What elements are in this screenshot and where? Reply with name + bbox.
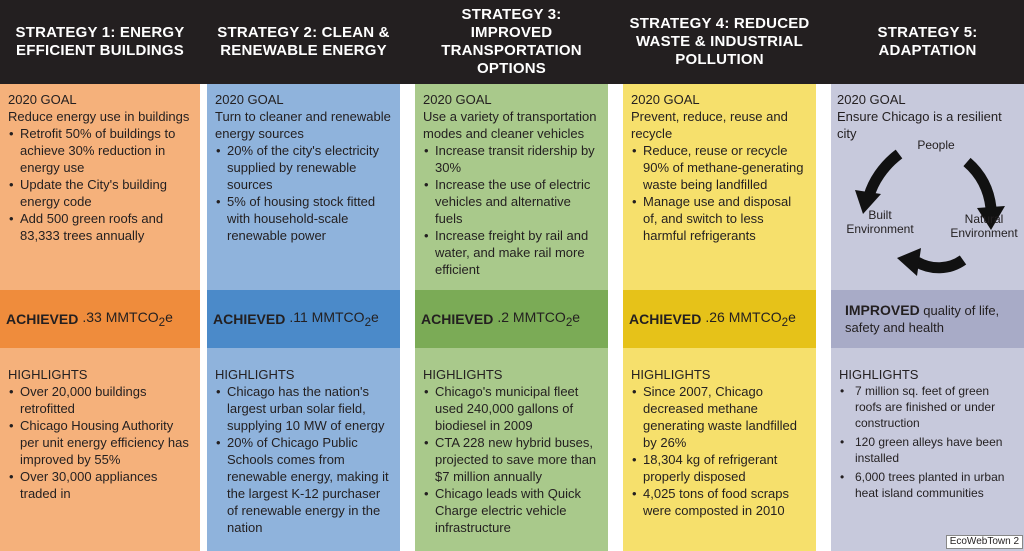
improved-text: quality of life, safety and health xyxy=(845,303,1000,335)
highlight-bullet: • Chicago's municipal fleet used 240,000 gallons of biodiesel in 2009 xyxy=(423,383,600,434)
strategy-5-title: STRATEGY 5: ADAPTATION xyxy=(877,24,978,59)
goal-bullet: • 20% of the city's electricity supplied by renewable sources xyxy=(215,142,392,193)
strategy-1-goal xyxy=(0,84,200,290)
highlight-bullets xyxy=(423,383,600,536)
cycle-arrow-bottom xyxy=(917,260,963,268)
highlight-bullet: • 7 million sq. feet of green roofs are finished or under construction xyxy=(839,383,1016,431)
strategy-5-highlights xyxy=(831,348,1024,551)
achieved-word: ACHIEVED xyxy=(421,311,494,327)
highlight-bullet: • 4,025 tons of food scraps were composted in 2010 xyxy=(631,485,808,519)
strategy-2-goal xyxy=(207,84,400,290)
achieved-word: ACHIEVED xyxy=(629,311,702,327)
cycle-arrow-right xyxy=(967,162,991,208)
highlight-bullet: • Chicago leads with Quick Charge electric vehicle infrastructure xyxy=(423,485,600,536)
goal-label: 2020 GOAL xyxy=(215,92,284,107)
highlight-bullet: • Since 2007, Chicago decreased methane generating waste landfilled by 26% xyxy=(631,383,808,451)
watermark-label: EcoWebTown 2 xyxy=(946,535,1023,549)
goal-bullets xyxy=(8,125,192,244)
highlight-bullet: • 18,304 kg of refrigerant properly disposed xyxy=(631,451,808,485)
strategy-4-highlights xyxy=(623,348,816,551)
strategy-3-achieved xyxy=(415,290,608,348)
strategy-2-achieved xyxy=(207,290,400,348)
highlight-bullet: • CTA 228 new hybrid buses, projected to save more than $7 million annually xyxy=(423,434,600,485)
goal-bullet: • 5% of housing stock fitted with household-scale renewable power xyxy=(215,193,392,244)
cycle-label-natural-environment: Natural Environment xyxy=(950,212,1018,240)
goal-text: Reduce energy use in buildings xyxy=(8,109,190,124)
highlight-bullet: • Chicago has the nation's largest urban solar field, supplying 10 MW of energy xyxy=(215,383,392,434)
highlights-label: HIGHLIGHTS xyxy=(215,367,295,382)
highlights-label: HIGHLIGHTS xyxy=(631,367,711,382)
cycle-arrowhead-bottom xyxy=(897,248,921,276)
strategy-5-column xyxy=(831,0,1024,551)
strategy-4-title: STRATEGY 4: REDUCED WASTE & INDUSTRIAL POLLUTION xyxy=(629,15,810,68)
strategy-4-column xyxy=(623,0,816,551)
goal-label: 2020 GOAL xyxy=(837,92,906,107)
highlight-bullet: • 20% of Chicago Public Schools comes from renewable energy, making it the largest K-12 purchaser of renewable energy in the nation xyxy=(215,434,392,536)
goal-label: 2020 GOAL xyxy=(423,92,492,107)
highlight-bullet: • Over 20,000 buildings retrofitted xyxy=(8,383,192,417)
goal-bullet: • Increase freight by rail and water, and make rail more efficient xyxy=(423,227,600,278)
strategy-5-improved xyxy=(831,290,1024,348)
goal-text: Turn to cleaner and renewable energy sources xyxy=(215,109,391,141)
goal-bullet: • Retrofit 50% of buildings to achieve 30% reduction in energy use xyxy=(8,125,192,176)
goal-text: Ensure Chicago is a resilient city xyxy=(837,109,1002,141)
cycle-arrows xyxy=(839,132,1017,282)
strategy-4-achieved xyxy=(623,290,816,348)
highlight-bullet: • 120 green alleys have been installed xyxy=(839,434,1016,466)
strategy-3-column xyxy=(415,0,608,551)
goal-bullet: • Add 500 green roofs and 83,333 trees annually xyxy=(8,210,192,244)
highlight-bullets xyxy=(8,383,192,502)
highlight-bullets xyxy=(839,383,1016,501)
achieved-value: .33 $MMTCO_2e$ xyxy=(82,309,173,329)
goal-bullets xyxy=(631,142,808,244)
strategy-2-column xyxy=(207,0,400,551)
strategy-1-column xyxy=(0,0,200,551)
strategy-2-title: STRATEGY 2: CLEAN & RENEWABLE ENERGY xyxy=(217,24,390,59)
cycle-label-built-environment: Built Environment xyxy=(846,208,914,236)
achieved-word: ACHIEVED xyxy=(6,311,79,327)
highlights-label: HIGHLIGHTS xyxy=(839,367,919,382)
goal-label: 2020 GOAL xyxy=(8,92,77,107)
improved-statement xyxy=(845,302,1018,336)
goal-bullet: • Increase the use of electric vehicles and alternative fuels xyxy=(423,176,600,227)
strategy-3-highlights xyxy=(415,348,608,551)
goal-bullets xyxy=(215,142,392,244)
strategy-5-goal xyxy=(831,84,1024,290)
goal-text: Use a variety of transportation modes and cleaner vehicles xyxy=(423,109,597,141)
goal-bullet: • Update the City's building energy code xyxy=(8,176,192,210)
goal-bullet: • Manage use and disposal of, and switch to less harmful refrigerants xyxy=(631,193,808,244)
strategy-3-title: STRATEGY 3: IMPROVED TRANSPORTATION OPTIONS xyxy=(441,6,582,77)
highlights-label: HIGHLIGHTS xyxy=(8,367,88,382)
goal-text: Prevent, reduce, reuse and recycle xyxy=(631,109,788,141)
achieved-word: ACHIEVED xyxy=(213,311,286,327)
cycle-label-people: People xyxy=(917,138,955,152)
strategy-1-achieved xyxy=(0,290,200,348)
improved-word: IMPROVED xyxy=(845,302,920,318)
achieved-value: .2 $MMTCO_2e$ xyxy=(497,309,581,329)
highlights-label: HIGHLIGHTS xyxy=(423,367,503,382)
strategy-1-title: STRATEGY 1: ENERGY EFFICIENT BUILDINGS xyxy=(15,24,185,59)
strategy-1-highlights xyxy=(0,348,200,551)
goal-label: 2020 GOAL xyxy=(631,92,700,107)
goal-bullet: • Reduce, reuse or recycle 90% of methane-generating waste being landfilled xyxy=(631,142,808,193)
highlight-bullet: • 6,000 trees planted in urban heat island communities xyxy=(839,469,1016,501)
resilience-cycle-diagram xyxy=(839,132,1017,282)
strategy-3-goal xyxy=(415,84,608,290)
highlight-bullets xyxy=(215,383,392,536)
highlight-bullet: • Chicago Housing Authority per unit energy efficiency has improved by 55% xyxy=(8,417,192,468)
strategy-4-goal xyxy=(623,84,816,290)
achieved-value: .11 $MMTCO_2e$ xyxy=(289,309,379,329)
achieved-value: .26 $MMTCO_2e$ xyxy=(705,309,796,329)
highlight-bullets xyxy=(631,383,808,519)
goal-bullets xyxy=(423,142,600,278)
goal-bullet: • Increase transit ridership by 30% xyxy=(423,142,600,176)
highlight-bullet: • Over 30,000 appliances traded in xyxy=(8,468,192,502)
strategy-2-highlights xyxy=(207,348,400,551)
cycle-arrow-left xyxy=(869,154,899,196)
